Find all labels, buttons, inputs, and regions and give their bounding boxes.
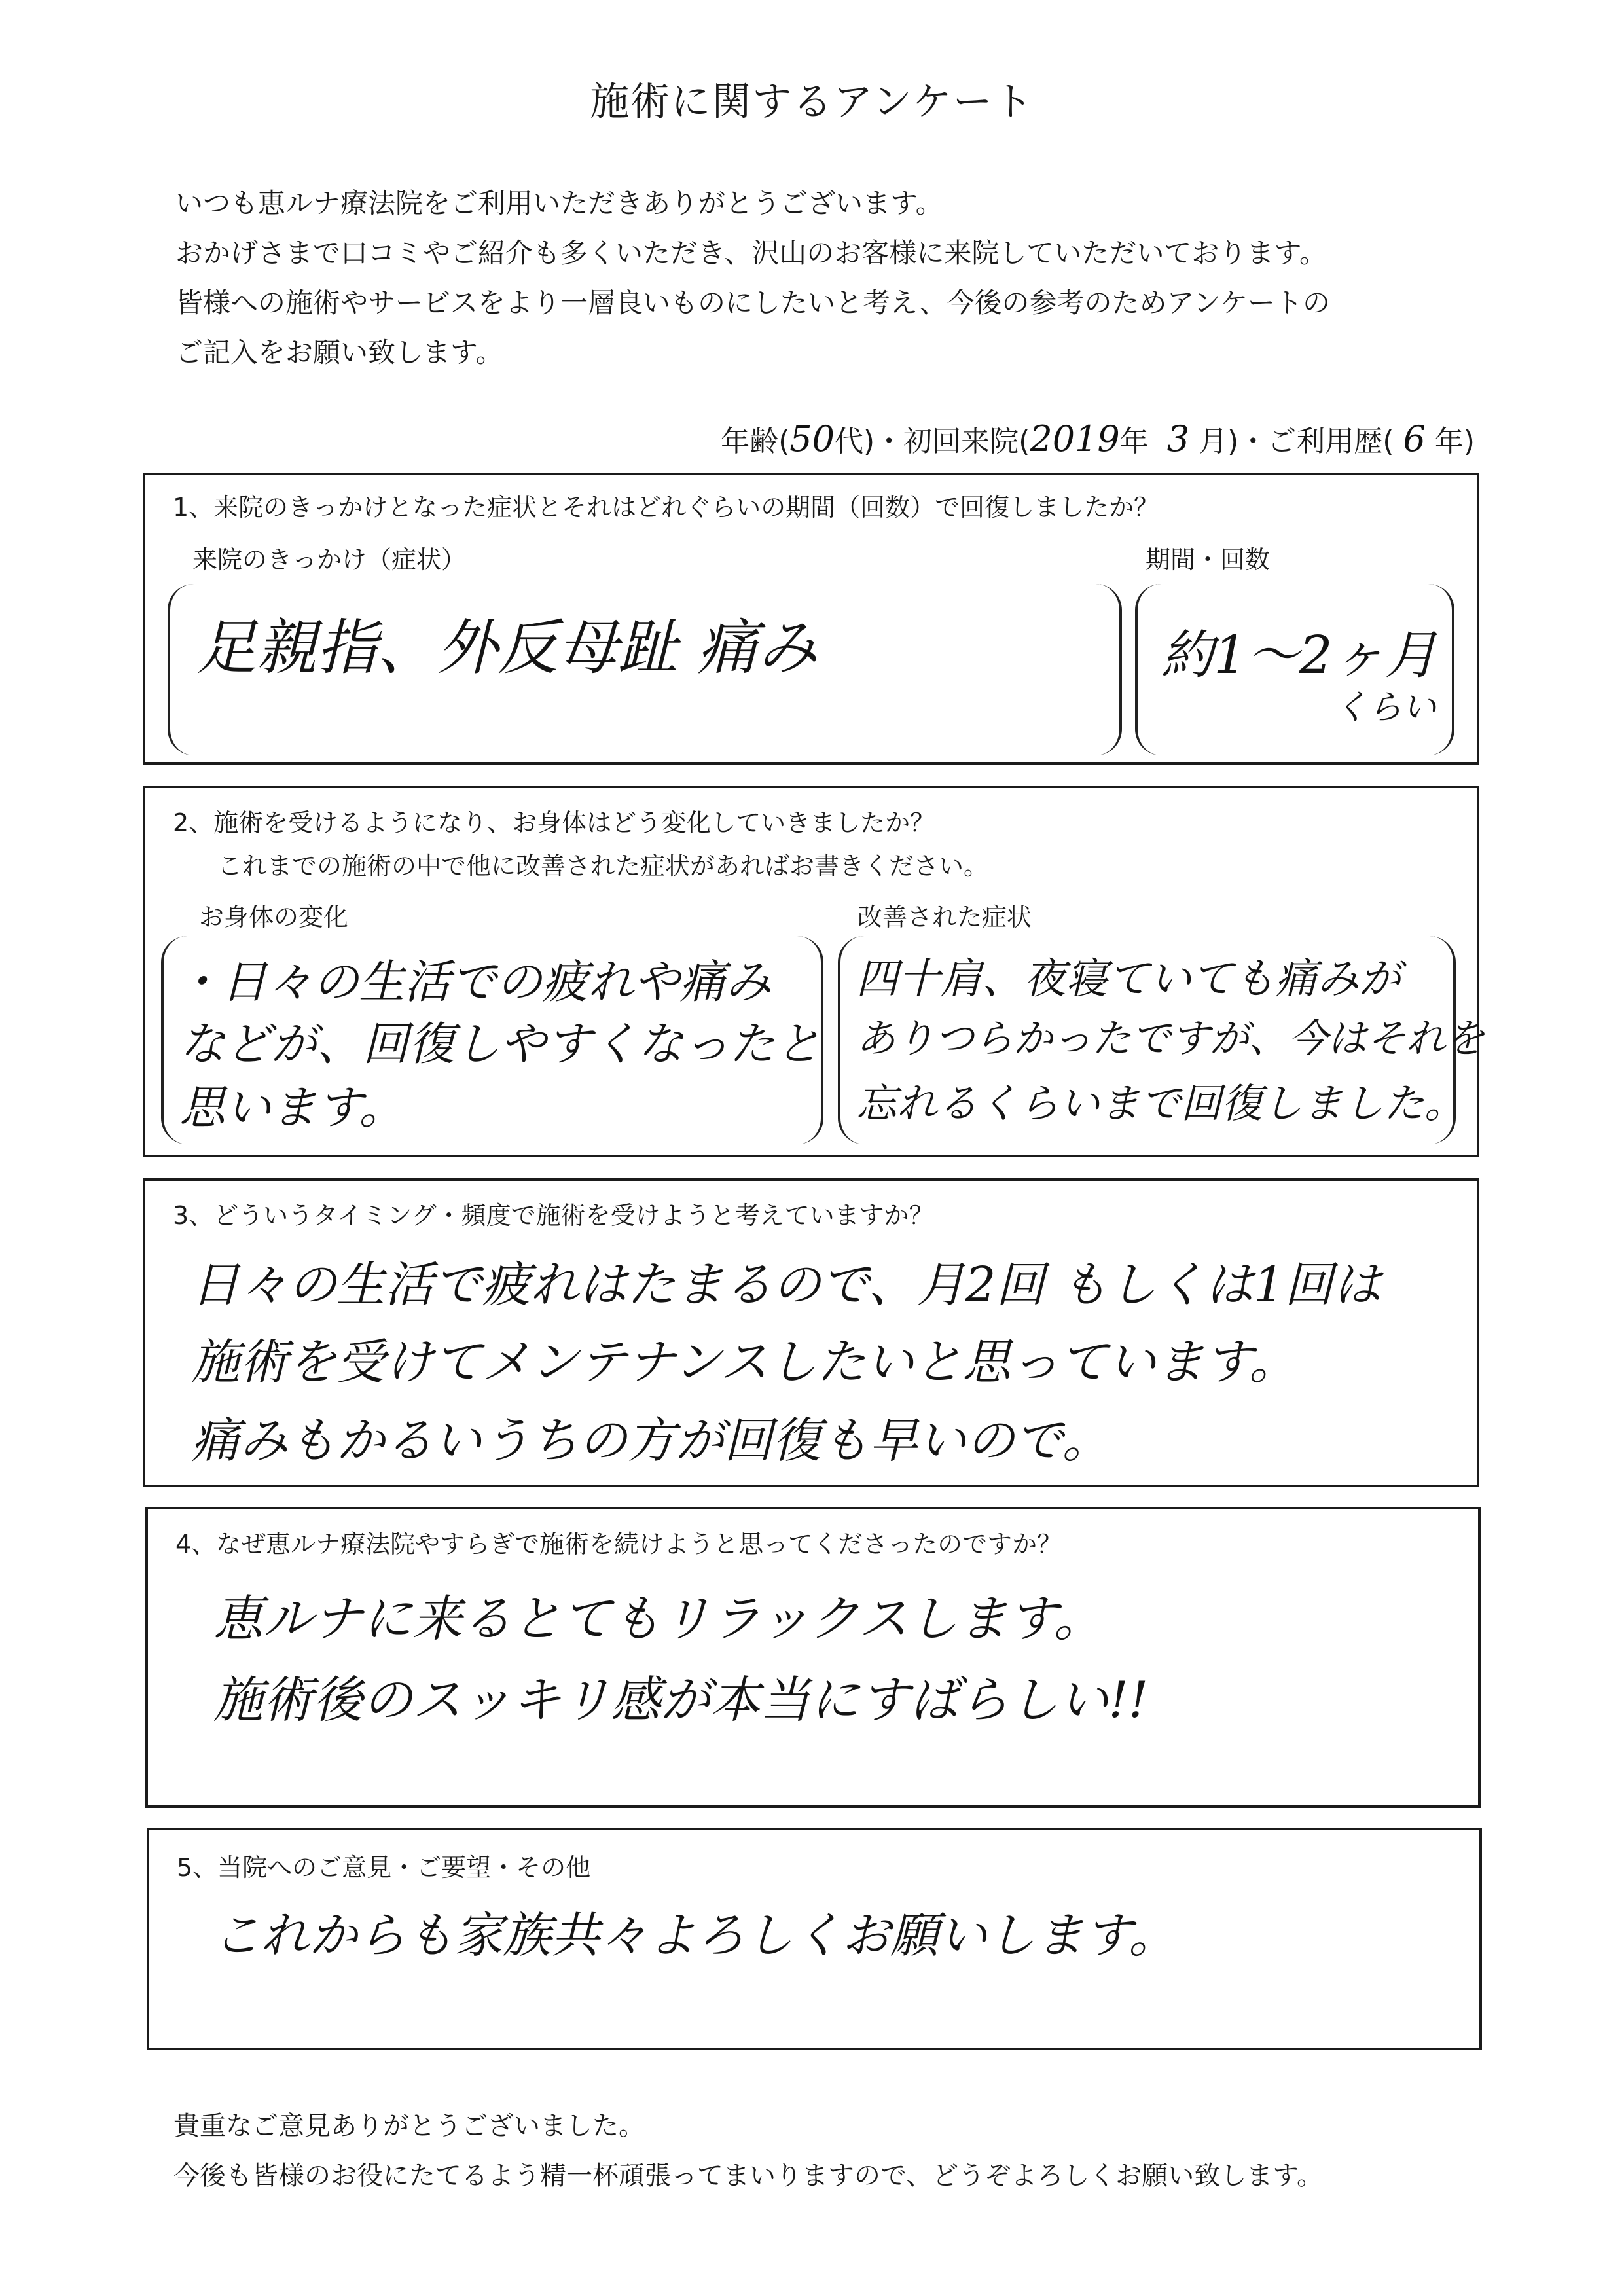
age-value[interactable]: 50: [789, 418, 835, 460]
first-visit-year[interactable]: 2019: [1030, 418, 1120, 460]
first-visit-label: 代)・初回来院(: [835, 425, 1030, 458]
usage-years[interactable]: 6: [1403, 418, 1426, 460]
question-4-text: 4、なぜ恵ルナ療法院やすらぎで施術を続けようと思ってくださったのですか？: [175, 1530, 1062, 1559]
usage-label: 月)・ご利用歴(: [1199, 425, 1394, 458]
q2-body-answer-line-2[interactable]: などが、回復しやすくなったと: [179, 1017, 821, 1071]
question-2-text: 2、施術を受けるようになり、お身体はどう変化していきましたか？: [173, 808, 935, 837]
q1-symptom-label: 来院のきっかけ（症状）: [192, 545, 467, 574]
q3-answer-line-3[interactable]: 痛みもかるいうちの方が回復も早いので。: [191, 1413, 1111, 1469]
q5-answer[interactable]: これからも家族共々よろしくお願いします。: [212, 1907, 1178, 1964]
age-label: 年齢(: [721, 425, 790, 458]
intro-line-4: ご記入をお願い致します。: [175, 336, 503, 369]
question-4-box: [145, 1507, 1481, 1808]
q2-body-label: お身体の変化: [199, 903, 349, 931]
q1-period-label: 期間・回数: [1146, 545, 1271, 574]
q1-period-answer-line-1[interactable]: 約1〜2ヶ月: [1161, 624, 1437, 685]
profile-line: [721, 418, 1475, 460]
footer-line-1: 貴重なご意見ありがとうございました。: [173, 2111, 645, 2141]
q4-answer-line-1[interactable]: 恵ルナに来るとてもリラックスします。: [213, 1589, 1104, 1648]
q3-answer-line-1[interactable]: 日々の生活で疲れはたまるので、月2回 もしくは1回は: [191, 1257, 1382, 1313]
q2-improved-answer-line-2[interactable]: ありつらかったですが、今はそれを: [856, 1016, 1485, 1062]
question-5-text: 5、当院へのご意見・ご要望・その他: [177, 1853, 591, 1882]
q2-body-answer-line-3[interactable]: 思います。: [179, 1081, 405, 1134]
intro-line-2: おかげさまで口コミやご紹介も多くいただき、沢山のお客様に来院していただいております。: [175, 237, 1327, 269]
question-2-box: [143, 786, 1485, 1157]
year-suffix: 年: [1119, 425, 1149, 458]
question-2-text-line-2: これまでの施術の中で他に改善された症状があればお書きください。: [217, 852, 989, 880]
q4-answer-line-2[interactable]: 施術後のスッキリ感が本当にすばらしい!!: [213, 1671, 1149, 1729]
question-3-box: [143, 1178, 1479, 1487]
question-5-box: [147, 1828, 1482, 2050]
page-title: 施術に関するアンケート: [590, 79, 1034, 125]
q3-answer-line-2[interactable]: 施術を受けてメンテナンスしたいと思っています。: [191, 1334, 1298, 1390]
intro-line-1: いつも恵ルナ療法院をご利用いただきありがとうございます。: [175, 187, 943, 219]
q1-period-answer-line-2[interactable]: くらい: [1334, 688, 1437, 727]
first-visit-month[interactable]: 3: [1166, 418, 1190, 460]
q2-improved-answer-line-1[interactable]: 四十肩、夜寝ていても痛みが: [856, 955, 1401, 1003]
q1-symptom-answer[interactable]: 足親指、外反母趾 痛み: [196, 613, 818, 683]
q2-body-answer-line-1[interactable]: ・日々の生活での疲れや痛み: [175, 955, 771, 1009]
q2-improved-label: 改善された症状: [857, 903, 1032, 931]
question-1-text: 1、来院のきっかけとなった症状とそれはどれぐらいの期間（回数）で回復しましたか？: [173, 493, 1159, 522]
q2-improved-answer-line-3[interactable]: 忘れるくらいまで回復しました。: [856, 1079, 1466, 1127]
question-3-text: 3、どういうタイミング・頻度で施術を受けようと考えていますか？: [173, 1201, 934, 1230]
usage-suffix: 年): [1434, 425, 1475, 458]
footer-line-2: 今後も皆様のお役にたてるよう精一杯頑張ってまいりますので、どうぞよろしくお願い致します。: [173, 2161, 1323, 2191]
question-1-box: [143, 473, 1479, 765]
intro-line-3: 皆様への施術やサービスをより一層良いものにしたいと考え、今後の参考のためアンケートの: [175, 287, 1331, 319]
